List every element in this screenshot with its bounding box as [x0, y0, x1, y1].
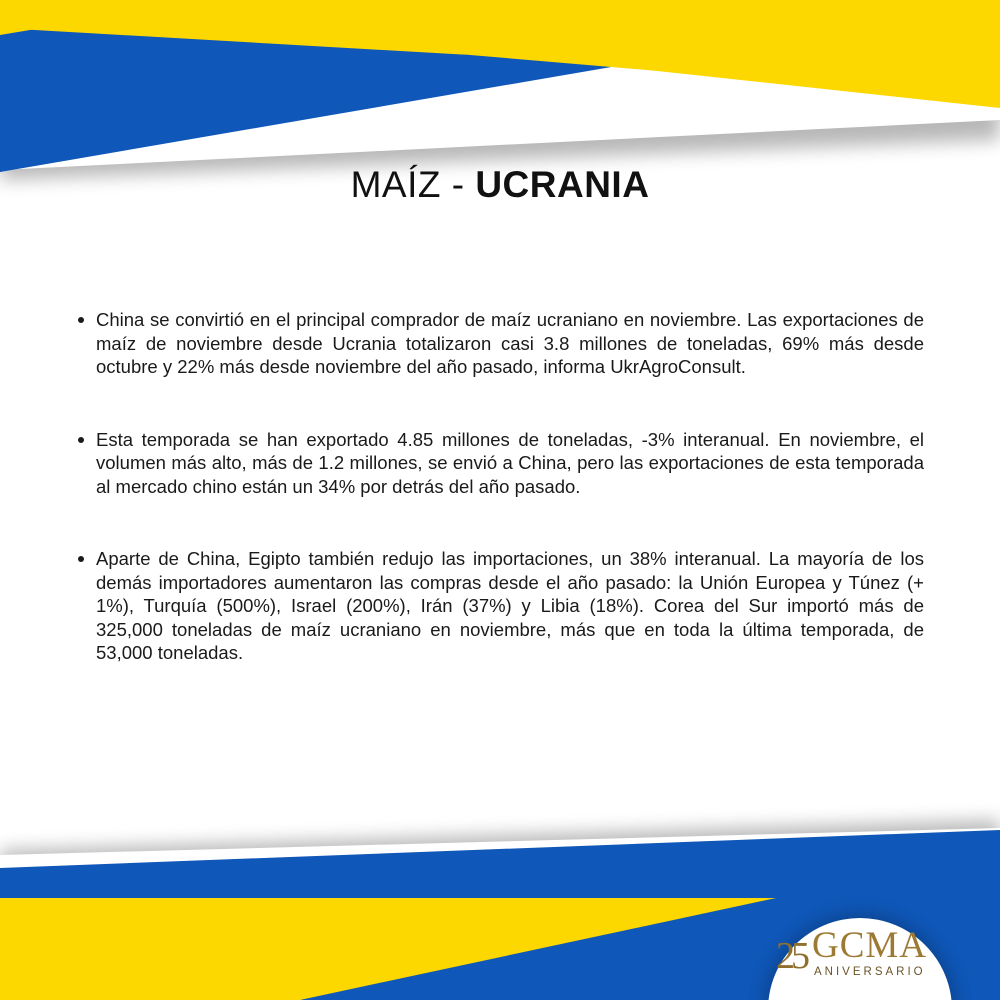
page-title: [0, 164, 1000, 206]
bullet-item: [78, 547, 924, 665]
logo-subtitle: ANIVERSARIO: [814, 966, 926, 978]
top-band-decoration: [0, 0, 1000, 180]
bullet-item: [78, 428, 924, 499]
bullet-list: [78, 308, 924, 665]
bullet-dot-icon: [78, 317, 84, 323]
gcma-logo: [770, 916, 970, 986]
bullet-dot-icon: [78, 437, 84, 443]
title-prefix: MAÍZ -: [350, 164, 476, 205]
bullet-dot-icon: [78, 556, 84, 562]
bullet-item: [78, 308, 924, 379]
title-main: UCRANIA: [475, 164, 650, 205]
bullet-text: China se convirtió en el principal comprador de maíz ucraniano en noviembre. Las exportaciones de maíz de noviembre desde Ucrania totalizaron casi 3.8 millones de toneladas, 69% más desde octubre y 22% más desde noviembre del año pasado, informa UkrAgroConsult.: [96, 309, 924, 377]
logo-brand: GCMA: [812, 925, 928, 966]
bullet-text: Esta temporada se han exportado 4.85 millones de toneladas, -3% interanual. En noviembre, el volumen más alto, más de 1.2 millones, se envió a China, pero las exportaciones de esta temporada al mercado chino están un 34% por detrás del año pasado.: [96, 428, 924, 497]
logo-anniversary-number: 25: [776, 935, 806, 977]
bullet-text: Aparte de China, Egipto también redujo las importaciones, un 38% interanual. La mayoría de los demás importadores aumentaron las compras desde el año pasado: la Unión Europea y Túnez (+ 1%), Turquía (500%), Israel (200%), Irán (37%) y Libia (18%). Corea del Sur importó más de 325,000 toneladas de maíz ucraniano en noviembre, más que en toda la última temporada, de 53,000 toneladas.: [96, 548, 924, 663]
